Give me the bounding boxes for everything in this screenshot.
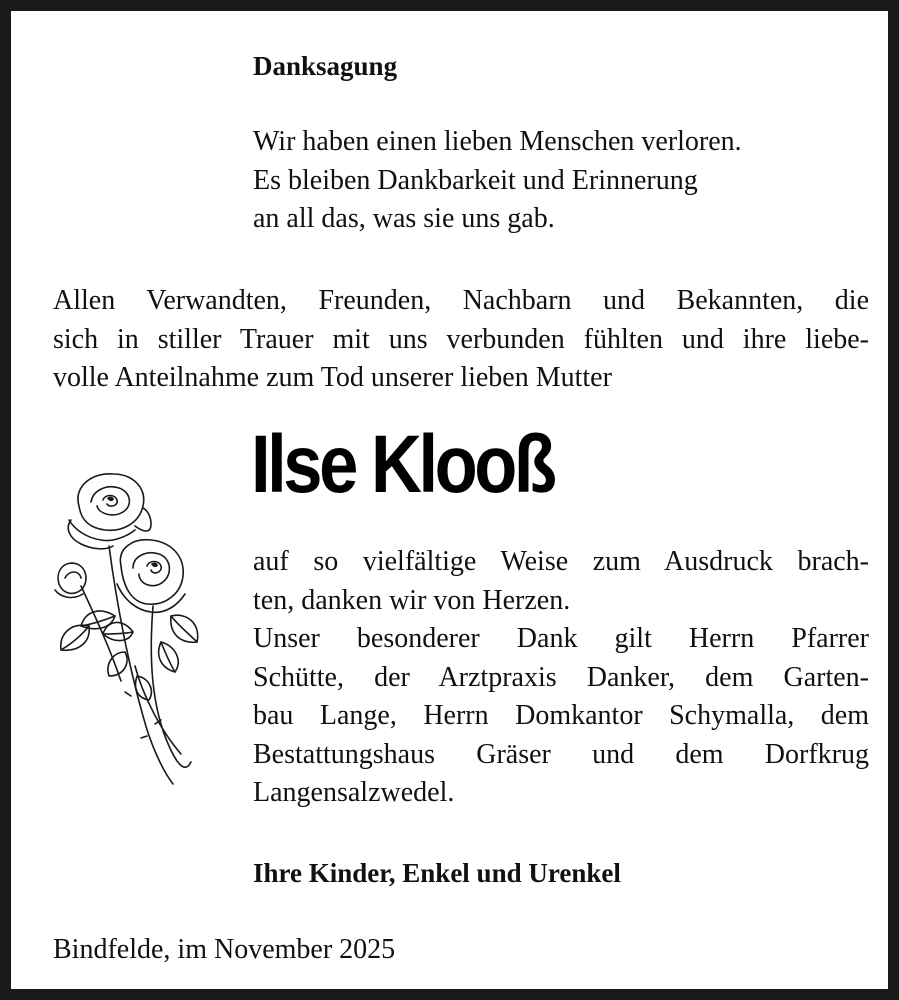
thanks-line: auf so vielfältige Weise zum Ausdruck brach- [253,546,869,577]
thanks-line: Unser besonderer Dank gilt Herrn Pfarrer [253,623,869,654]
thanks-line: ten, danken wir von Herzen. [253,584,571,616]
roses-icon [51,466,211,796]
verse-line: Es bleiben Dankbarkeit und Erinnerung [253,164,698,196]
thanks-line: bau Lange, Herrn Domkantor Schymalla, dem [253,700,869,731]
deceased-name: Ilse Klooß [251,419,554,510]
intro-line: sich in stiller Trauer mit uns verbunden fühlten und ihre liebe- [53,323,869,355]
thanks-paragraph [253,543,869,813]
signature: Ihre Kinder, Enkel und Urenkel [253,858,621,888]
notice-heading: Danksagung [253,51,398,81]
thanks-line: Langensalzwedel. [253,777,455,808]
thanks-line: Schütte, der Arztpraxis Danker, dem Garten- [253,661,869,693]
verse-line: an all das, was sie uns gab. [253,203,555,234]
place-date: Bindfelde, im November 2025 [53,934,396,965]
verse-block [253,123,742,239]
intro-line: Allen Verwandten, Freunden, Nachbarn und Bekannten, die [53,285,869,316]
verse-line: Wir haben einen lieben Menschen verloren. [253,126,742,157]
intro-paragraph [53,282,869,398]
intro-line: volle Anteilnahme zum Tod unserer lieben Mutter [53,362,612,393]
thanks-line: Bestattungshaus Gräser und dem Dorfkrug [253,738,869,770]
